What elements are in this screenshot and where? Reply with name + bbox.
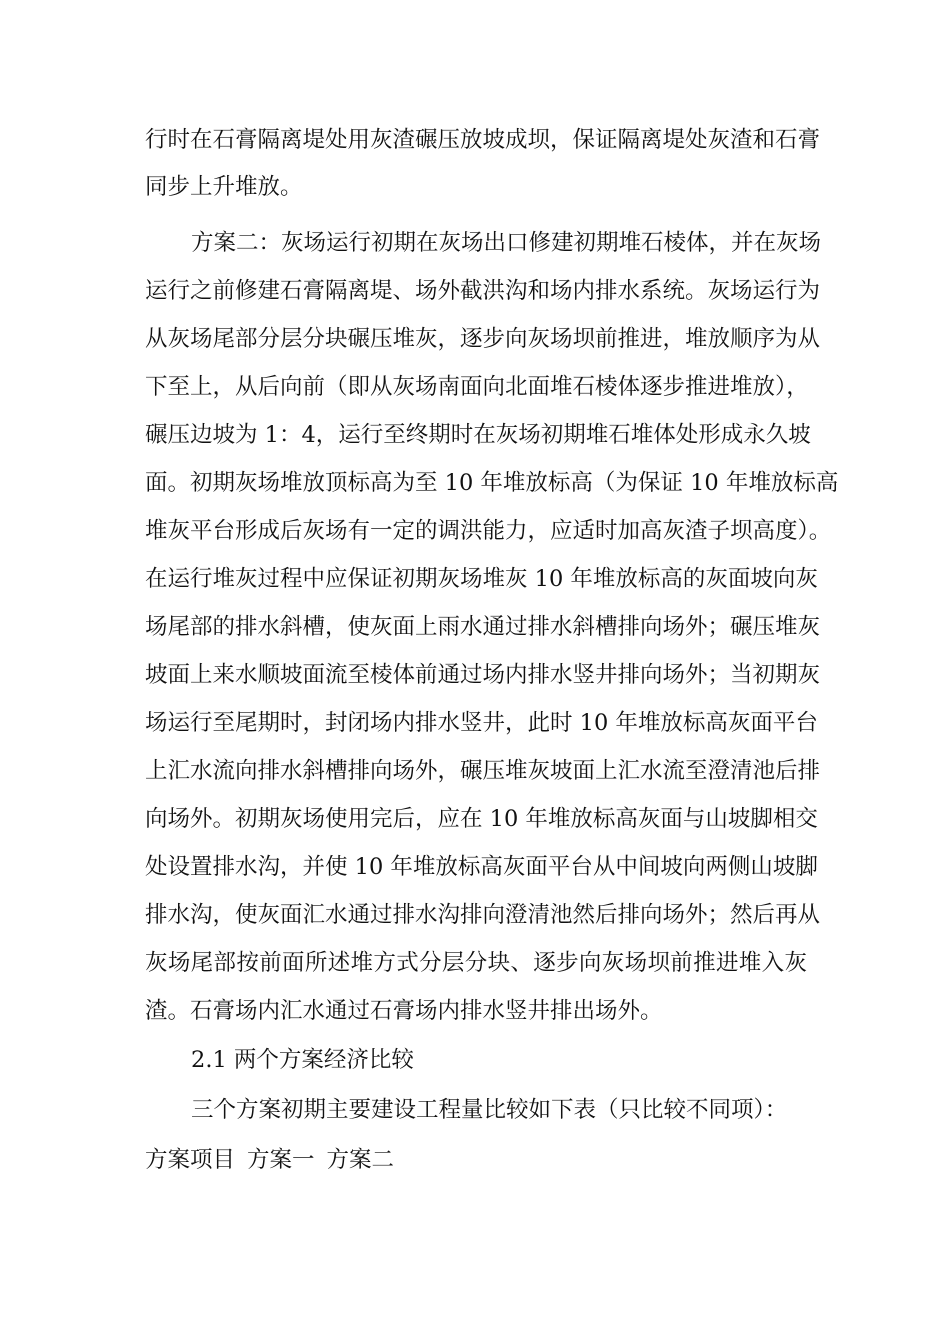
paragraph-line: 运行之前修建石膏隔离堤、场外截洪沟和场内排水系统。灰场运行为 [145, 278, 821, 304]
paragraph-line: 从灰场尾部分层分块碾压堆灰，逐步向灰场坝前推进，堆放顺序为从 [145, 326, 821, 352]
paragraph-line: 碾压边坡为 1：4，运行至终期时在灰场初期堆石堆体处形成永久坡 [145, 422, 811, 448]
paragraph-line: 处设置排水沟，并使 10 年堆放标高灰面平台从中间坡向两侧山坡脚 [145, 854, 818, 880]
paragraph-line: 场运行至尾期时，封闭场内排水竖井，此时 10 年堆放标高灰面平台 [145, 710, 818, 736]
paragraph-line: 排水沟，使灰面汇水通过排水沟排向澄清池然后排向场外；然后再从 [145, 902, 821, 928]
comparison-table-header [145, 1145, 807, 1175]
paragraph-line: 堆灰平台形成后灰场有一定的调洪能力，应适时加高灰渣子坝高度）。 [145, 518, 832, 544]
paragraph-line: 灰场尾部按前面所述堆方式分层分块、逐步向灰场坝前推进堆入灰 [145, 950, 808, 976]
paragraph-line: 方案二：灰场运行初期在灰场出口修建初期堆石棱体，并在灰场 [191, 230, 822, 256]
table-header-scheme-1: 方案一 [247, 1147, 315, 1173]
table-intro-sentence: 三个方案初期主要建设工程量比较如下表（只比较不同项）： [191, 1097, 788, 1123]
paragraph-line: 向场外。初期灰场使用完后，应在 10 年堆放标高灰面与山坡脚相交 [145, 806, 818, 832]
table-header-scheme-2: 方案二 [326, 1147, 395, 1173]
paragraph-line: 场尾部的排水斜槽，使灰面上雨水通过排水斜槽排向场外；碾压堆灰 [145, 614, 821, 640]
paragraph-line: 渣。石膏场内汇水通过石膏场内排水竖井排出场外。 [145, 998, 663, 1024]
section-heading: 2.1 两个方案经济比较 [191, 1047, 414, 1073]
table-header-item: 方案项目 [145, 1147, 236, 1173]
paragraph-line: 下至上，从后向前（即从灰场南面向北面堆石棱体逐步推进堆放）， [145, 374, 809, 400]
paragraph-line: 行时在石膏隔离堤处用灰渣碾压放坡成坝，保证隔离堤处灰渣和石膏 [145, 127, 821, 153]
paragraph-line: 面。初期灰场堆放顶标高为至 10 年堆放标高（为保证 10 年堆放标高 [145, 470, 839, 496]
paragraph-line: 上汇水流向排水斜槽排向场外，碾压堆灰坡面上汇水流至澄清池后排 [145, 758, 821, 784]
paragraph-line: 在运行堆灰过程中应保证初期灰场堆灰 10 年堆放标高的灰面坡向灰 [145, 566, 818, 592]
paragraph-line: 同步上升堆放。 [145, 174, 303, 200]
paragraph-line: 坡面上来水顺坡面流至棱体前通过场内排水竖井排向场外；当初期灰 [145, 662, 821, 688]
